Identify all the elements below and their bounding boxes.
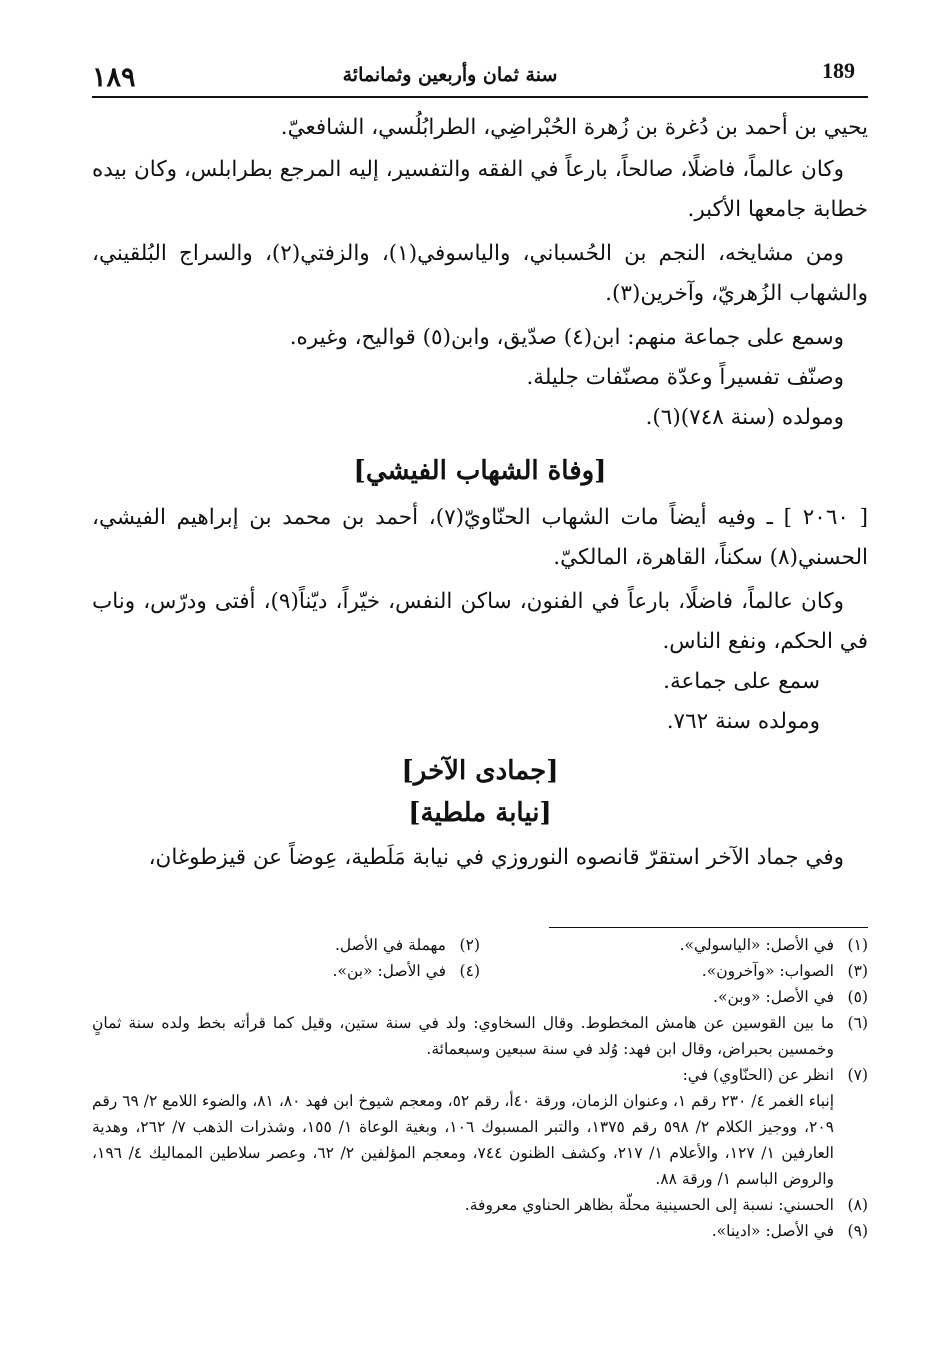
paragraph-6: ومولده (سنة ٧٤٨)(٦).	[645, 405, 844, 430]
footnote-row	[92, 958, 868, 984]
paragraph-11: وفي جماد الآخر استقرّ قانصوه النوروزي في نيابة مَلَطية، عِوضاً عن قيزطوغان،	[148, 845, 844, 870]
paragraph-4: وسمع على جماعة منهم: ابن(٤) صدّيق، وابن(٥) قواليح، وغيره.	[289, 325, 844, 350]
page-number-latin: 189	[822, 58, 855, 83]
footnote-4: (٤) في الأصل: «بن».	[332, 962, 480, 980]
paragraph-5: وصنّف تفسيراً وعدّة مصنّفات جليلة.	[526, 365, 844, 390]
header-rule	[92, 96, 868, 98]
footnote-8: (٨) الحسني: نسبة إلى الحسينية محلّة بظاهر الحناوي معروفة.	[464, 1196, 868, 1214]
footnote-row	[92, 932, 868, 958]
footnote-6: (٦) ما بين القوسين عن هامش المخطوط. وقال السخاوي: ولد في سنة ستين، وقيل كما قرأته بخط ولده سنة ثمانٍ وخمسين بحبراض، وقال ابن فهد: وُلد في سنة سبعين وسبعمائة.	[92, 1014, 868, 1058]
paragraph-8: وكان عالماً، فاضلًا، بارعاً في الفنون، ساكن النفس، خيّراً، ديّناً(٩)، أفتى ودرّس، وناب في الحكم، ونفع الناس.	[92, 589, 868, 654]
paragraph-2: وكان عالماً، فاضلًا، صالحاً، بارعاً في الفقه والتفسير، إليه المرجع بطرابلس، وكان بيده خطابة جامعها الأكبر.	[92, 157, 868, 222]
running-title: سنة ثمان وأربعين وثمانمائة	[342, 64, 558, 86]
footnote-separator	[549, 927, 868, 928]
footnote-9: (٩) في الأصل: «ادينا».	[711, 1222, 868, 1240]
paragraph-7: [ ٢٠٦٠ ] ـ وفيه أيضاً مات الشهاب الحنّاويّ(٧)، أحمد بن محمد بن إبراهيم الفيشي، الحسني(٨) سكناً، القاهرة، المالكيّ.	[92, 505, 868, 570]
paragraph-9: سمع على جماعة.	[663, 669, 820, 694]
footnote-2: (٢) مهملة في الأصل.	[334, 936, 480, 954]
main-text	[92, 108, 868, 878]
footnote-1: (١) في الأصل: «الياسولي».	[679, 936, 868, 954]
paragraph-1: يحيي بن أحمد بن دُغرة بن زُهرة الحُبْراضِي، الطرابُلُسي، الشافعيّ.	[280, 115, 868, 140]
page-number-arabic: ١٨٩	[92, 62, 136, 93]
footnote-5: (٥) في الأصل: «وبن».	[713, 988, 868, 1006]
paragraph-10: ومولده سنة ٧٦٢.	[666, 709, 820, 734]
footnote-7-sources: إنباء الغمر ٤/ ٢٣٠ رقم ١، وعنوان الزمان، ورقة ٤٠أ، رقم ٥٢، ومعجم شيوخ ابن فهد ٨٠، ٨١، والضوء اللامع ٢/ ٦٩ رقم ٢٠٩، ووجيز الكلام ٢/ ٥٩٨ رقم ١٣٧٥، والتبر المسبوك ١٠٦، وبغية الوعاة ١/ ١٥٥، وشذرات الذهب ٧/ ٢٦٢، وهدية العارفين ١/ ١٢٧، والأعلام ١/ ٢١٧، وكشف الظنون ٧٤٤، ومعجم المؤلفين ٢/ ٦٢، وعصر سلاطين المماليك ٤/ ١٩٦، والروض الباسم ١/ ورقة ٨٨.	[92, 1092, 835, 1188]
footnotes	[92, 932, 868, 1244]
paragraph-3: ومن مشايخه، النجم بن الحُسباني، والياسوفي(١)، والزفتي(٢)، والسراج البُلقيني، والشهاب الزُهريّ، وآخرين(٣).	[92, 241, 868, 306]
section-heading-jumada: [جمادى الآخر]	[401, 756, 559, 786]
footnote-7: (٧) انظر عن (الحنّاوي) في:	[682, 1066, 868, 1084]
section-heading-malatya: [نيابة ملطية]	[408, 798, 552, 828]
footnote-3: (٣) الصواب: «وآخرون».	[701, 962, 868, 980]
section-heading-death-of-alfishi: [وفاة الشهاب الفيشي]	[353, 456, 607, 486]
